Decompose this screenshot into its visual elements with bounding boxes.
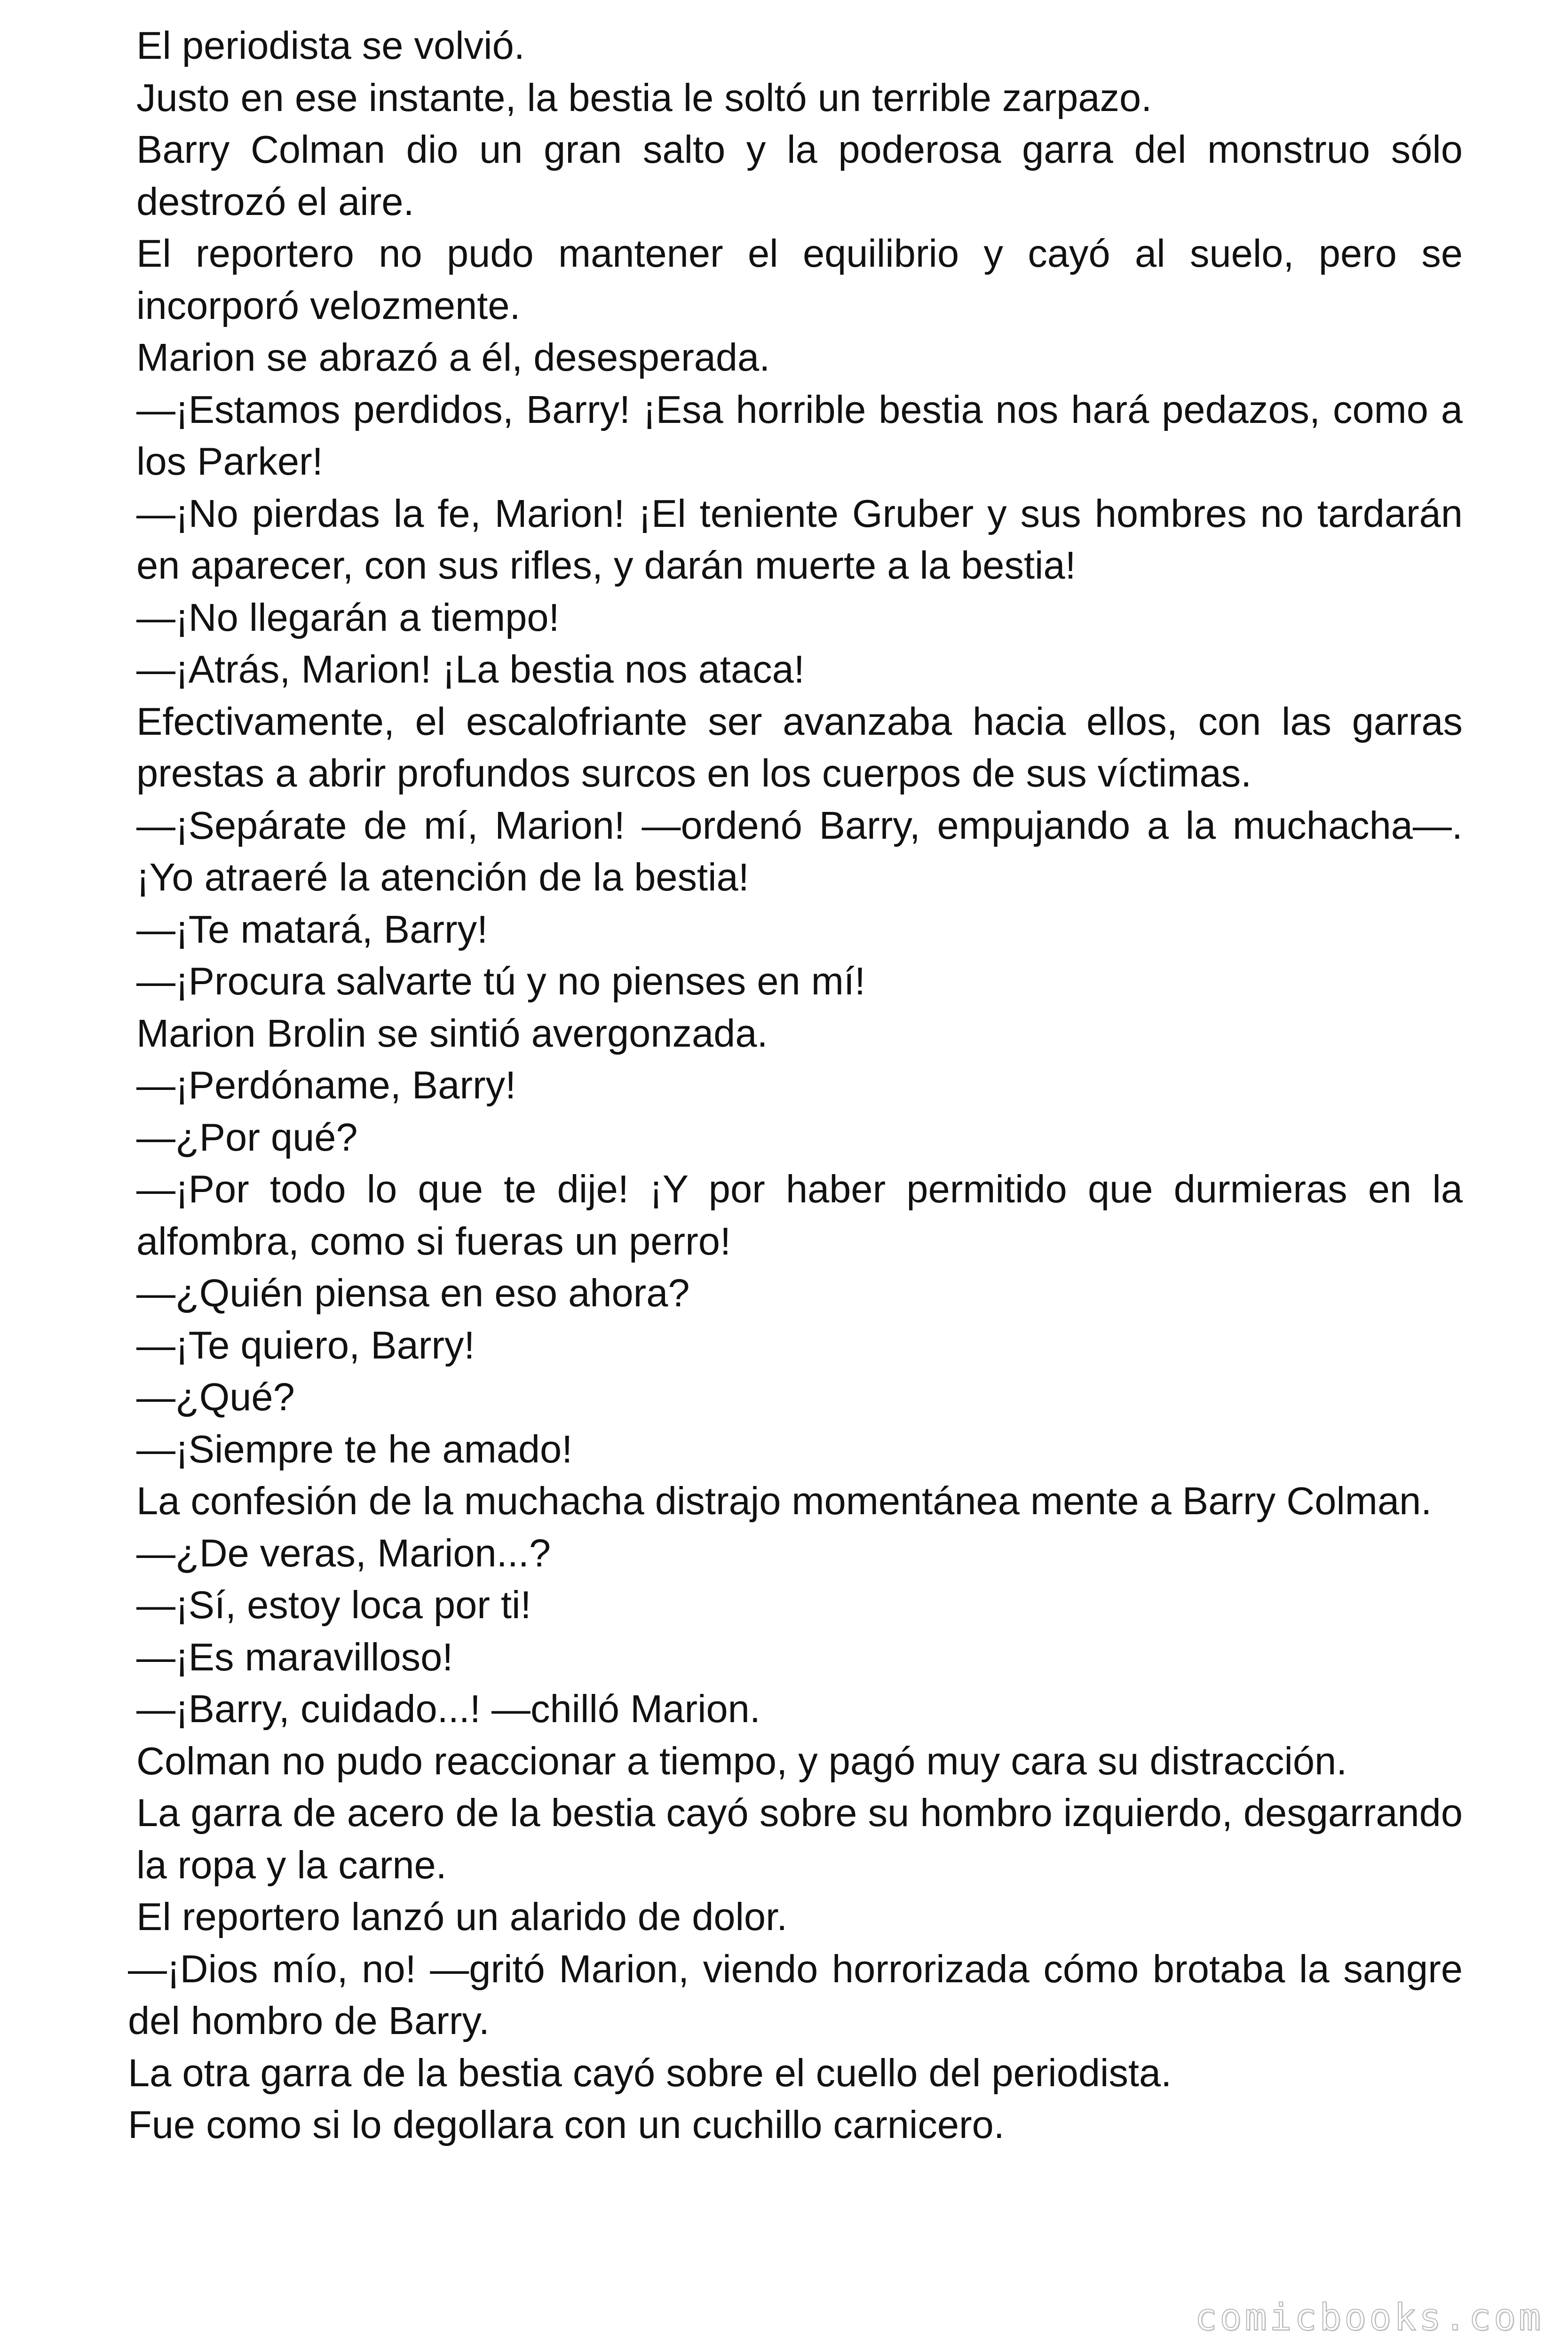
paragraph: —¡Te matará, Barry!	[136, 907, 488, 951]
paragraph: —¡Sepárate de mí, Marion! —ordenó Barry, empujando a la muchacha—. ¡Yo atraeré la atención de la bestia!	[136, 803, 1463, 899]
paragraph: —¡Estamos perdidos, Barry! ¡Esa horrible bestia nos hará pedazos, como a los Parker!	[136, 387, 1463, 483]
paragraph: —¡Es maravilloso!	[136, 1635, 453, 1679]
paragraph: —¿De veras, Marion...?	[136, 1531, 551, 1575]
paragraph: —¡No llegarán a tiempo!	[136, 595, 560, 639]
paragraph: El reportero lanzó un alarido de dolor.	[136, 1895, 788, 1939]
paragraph: —¡Barry, cuidado...! —chilló Marion.	[136, 1687, 760, 1731]
paragraph: —¡Procura salvarte tú y no pienses en mí!	[136, 959, 866, 1003]
paragraph: —¡Perdóname, Barry!	[136, 1063, 516, 1107]
site-watermark: comicbooks.com	[1195, 2296, 1544, 2339]
paragraph: —¡Por todo lo que te dije! ¡Y por haber permitido que durmieras en la alfombra, como si fueras un perro!	[136, 1167, 1463, 1263]
paragraph: Justo en ese instante, la bestia le soltó un terrible zarpazo.	[136, 75, 1152, 119]
body-text	[128, 20, 1463, 2151]
paragraph: El periodista se volvió.	[136, 24, 525, 67]
paragraph: —¡Sí, estoy loca por ti!	[136, 1583, 531, 1627]
paragraph: —¿Por qué?	[136, 1115, 358, 1159]
paragraph: Colman no pudo reaccionar a tiempo, y pagó muy cara su distracción.	[136, 1739, 1347, 1783]
paragraph: La otra garra de la bestia cayó sobre el cuello del periodista.	[128, 2050, 1172, 2095]
paragraph: Barry Colman dio un gran salto y la poderosa garra del monstruo sólo destrozó el aire.	[136, 127, 1463, 223]
paragraph: Efectivamente, el escalofriante ser avanzaba hacia ellos, con las garras prestas a abrir profundos surcos en los cuerpos de sus víctimas.	[136, 699, 1463, 795]
paragraph: Fue como si lo degollara con un cuchillo carnicero.	[128, 2103, 1005, 2146]
paragraph: —¡No pierdas la fe, Marion! ¡El teniente Gruber y sus hombres no tardarán en aparecer, con sus rifles, y darán muerte a la bestia!	[136, 491, 1463, 587]
paragraph: Marion Brolin se sintió avergonzada.	[136, 1011, 768, 1055]
paragraph: La garra de acero de la bestia cayó sobre su hombro izquierdo, desgarrando la ropa y la carne.	[136, 1791, 1463, 1887]
paragraph: —¡Siempre te he amado!	[136, 1427, 573, 1471]
paragraph: —¿Quién piensa en eso ahora?	[136, 1271, 690, 1315]
paragraph: El reportero no pudo mantener el equilibrio y cayó al suelo, pero se incorporó velozmente.	[136, 231, 1463, 327]
paragraph: —¡Dios mío, no! —gritó Marion, viendo horrorizada cómo brotaba la sangre del hombro de Barry.	[128, 1947, 1463, 2042]
paragraph: —¿Qué?	[136, 1375, 295, 1419]
paragraph: Marion se abrazó a él, desesperada.	[136, 335, 770, 379]
paragraph: —¡Atrás, Marion! ¡La bestia nos ataca!	[136, 647, 805, 691]
paragraph: La confesión de la muchacha distrajo momentánea mente a Barry Colman.	[136, 1479, 1432, 1523]
paragraph: —¡Te quiero, Barry!	[136, 1323, 475, 1367]
